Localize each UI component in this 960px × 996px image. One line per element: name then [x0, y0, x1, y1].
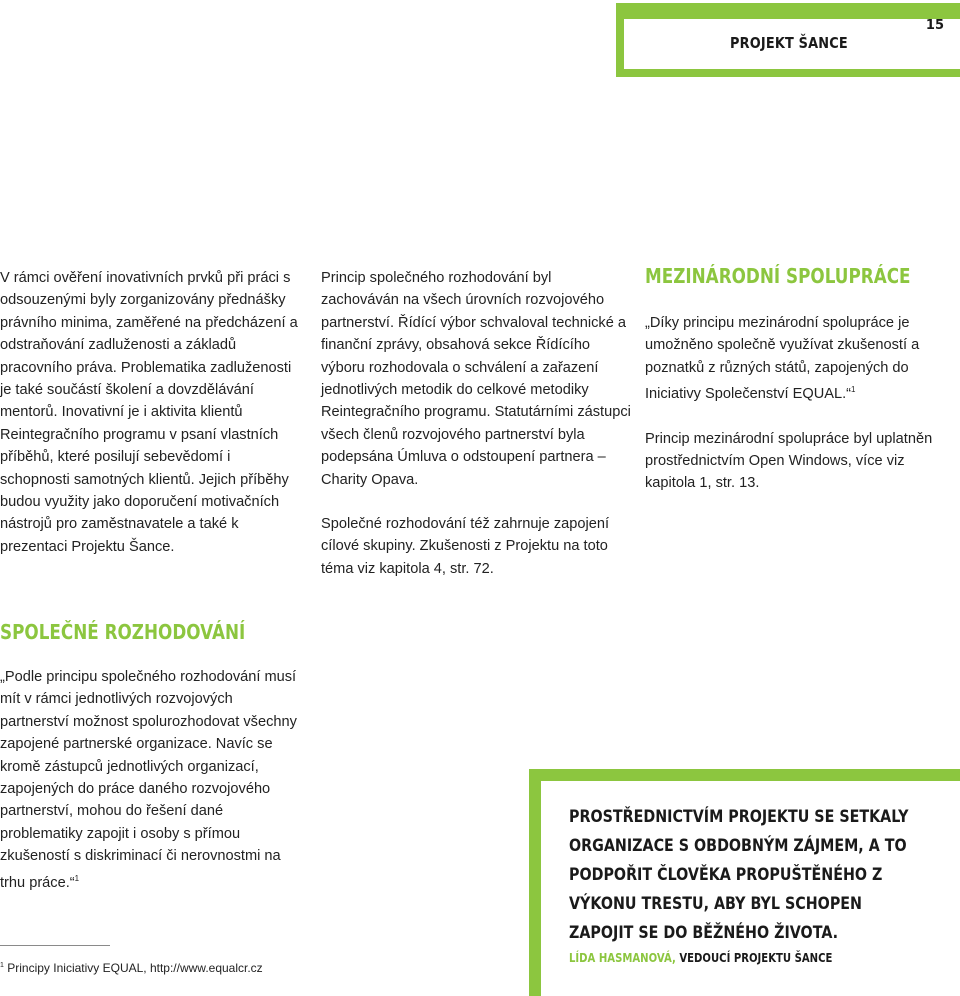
- page-header-title: PROJEKT ŠANCE: [730, 34, 848, 52]
- column-joint-decision-practice: [321, 267, 631, 580]
- header-box: [616, 3, 960, 77]
- international-heading: MEZINÁRODNÍ SPOLUPRÁCE: [645, 264, 911, 288]
- pull-quote-box: [529, 769, 960, 996]
- pull-quote-author: [569, 951, 832, 965]
- column-international: [645, 312, 950, 495]
- international-paragraph: Princip mezinárodní spolupráce byl uplatněn prostřednictvím Open Windows, více viz kapitola 1, str. 13.: [645, 430, 933, 492]
- joint-decision-paragraph-1: Princip společného rozhodování byl zachováván na všech úrovních rozvojového partnerství. Řídící výbor schvaloval technické a finanční zprávy, obsahová sekce Řídícího výboru rozhodovala o schválení a zařazení jednotlivých metodik do celkové metodiky Reintegračního programu. Statutárními zástupci všech členů rozvojového partnerství byla podepsána Úmluva o odstoupení partnera – Charity Opava.: [321, 270, 631, 488]
- joint-decision-quote: [0, 666, 300, 894]
- footnote-divider: [0, 945, 110, 946]
- international-quote: [645, 312, 950, 406]
- footnote: [0, 961, 263, 975]
- footnote-text: Principy Iniciativy EQUAL, http://www.equalcr.cz: [7, 961, 263, 975]
- footnote-ref: 1: [74, 873, 80, 883]
- footnote-ref: 1: [851, 385, 856, 395]
- joint-decision-quote-text: „Podle principu společného rozhodování musí mít v rámci jednotlivých rozvojových partnerství možnost spolurozhodovat všechny zapojené partnerské organizace. Navíc se kromě zástupců jednotlivých organizací, zapojených do práce daného rozvojového partnerství, mohou do řešení dané problematiky zapojit i osoby s přímou zkušeností s diskriminací či nerovnostmi na trhu práce.“: [0, 669, 297, 891]
- pull-quote-inner: [541, 781, 960, 996]
- joint-decision-paragraph-2: Společné rozhodování též zahrnuje zapojení cílové skupiny. Zkušenosti z Projektu na toto téma viz kapitola 4, str. 72.: [321, 516, 610, 577]
- pull-quote-text: PROSTŘEDNICTVÍM PROJEKTU SE SETKALY ORGANIZACE S OBDOBNÝM ZÁJMEM, A TO PODPOŘIT ČLOVĚKA PROPUŠTĚNÉHO Z VÝKONU TRESTU, ABY BYL SCHOPEN ZAPOJIT SE DO BĚŽNÉHO ŽIVOTA.: [569, 807, 909, 943]
- footnote-number: 1: [0, 962, 4, 969]
- header-inner: [624, 19, 960, 69]
- joint-decision-heading: SPOLEČNÉ ROZHODOVÁNÍ: [0, 620, 246, 644]
- column-joint-decision-quote: [0, 666, 300, 894]
- column-innovation: [0, 267, 300, 558]
- international-quote-text: „Díky principu mezinárodní spolupráce je umožněno společně využívat zkušeností a poznatků z různých států, zapojených do Iniciativy Společenství EQUAL.“: [645, 315, 920, 403]
- innovation-paragraph: V rámci ověření inovativních prvků při práci s odsouzenými byly zorganizovány přednášky právního minima, zaměřené na předcházení a odstraňování zadluženosti a základů pracovního práva. Problematika zadluženosti je také součástí školení a dovzdělávání mentorů. Inovativní je i aktivita klientů Reintegračního programu v psaní vlastních příběhů, které posilují sebevědomí i schopnosti samotných klientů. Jejich příběhy budou využity jako doporučení motivačních nástrojů pro zaměstnavatele a také k prezentaci Projektu Šance.: [0, 270, 298, 555]
- author-name: LÍDA HASMANOVÁ,: [569, 951, 676, 965]
- author-role: VEDOUCÍ PROJEKTU ŠANCE: [679, 951, 833, 965]
- page-number: 15: [925, 18, 944, 33]
